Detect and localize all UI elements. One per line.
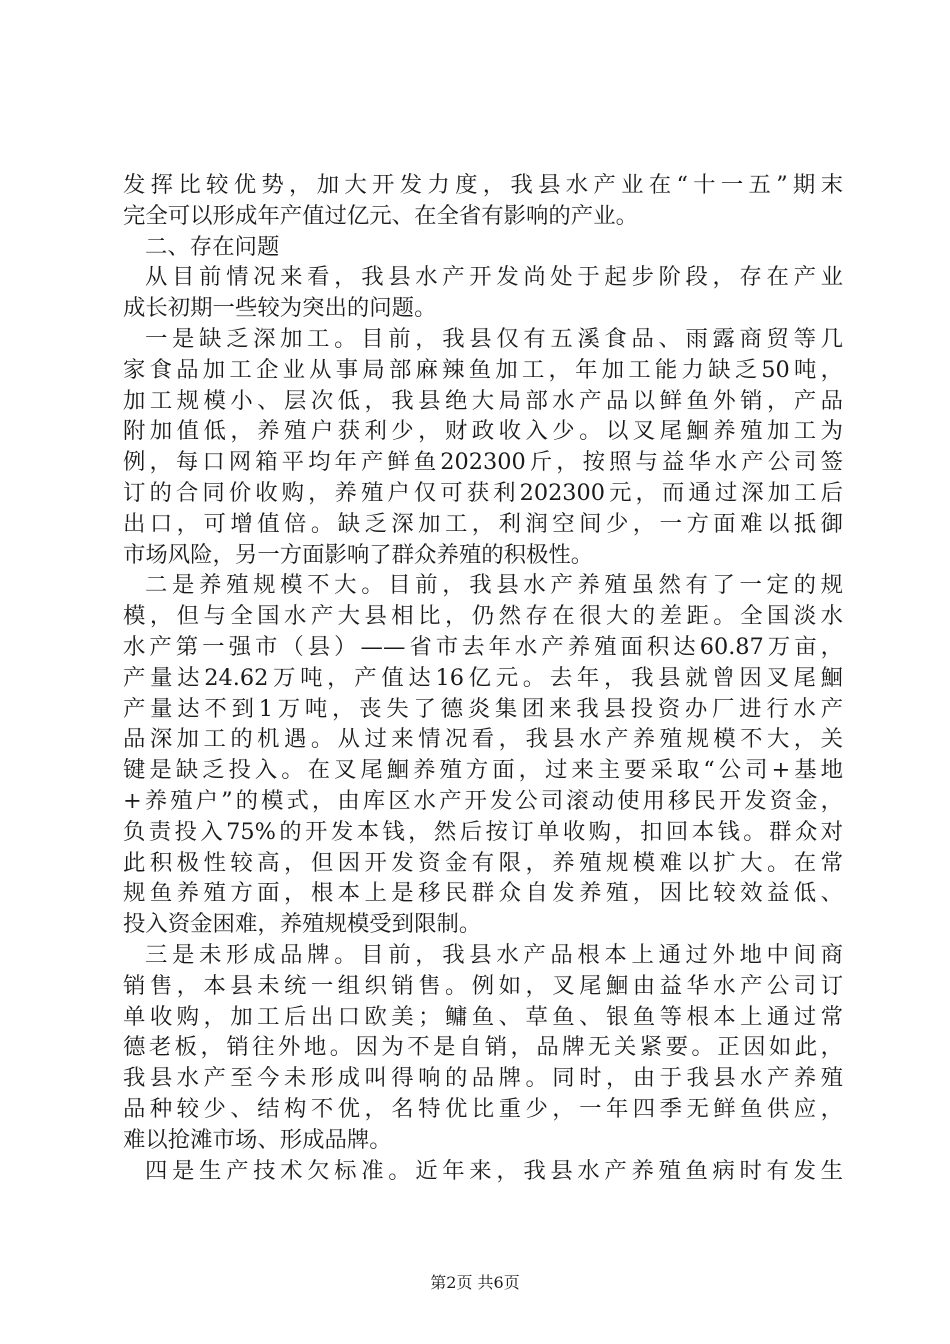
section-heading: 二、存在问题 bbox=[145, 233, 280, 260]
text-line: 订的合同价收购，养殖户仅可获利202300元，而通过深加工后 bbox=[123, 479, 843, 506]
text-line: 加工规模小、层次低，我县绝大局部水产品以鲜鱼外销，产品 bbox=[123, 387, 843, 414]
text-line: 品种较少、结构不优，名特优比重少，一年四季无鲜鱼供应， bbox=[123, 1095, 843, 1122]
text-line: +养殖户”的模式，由库区水产开发公司滚动使用移民开发资金， bbox=[123, 787, 843, 814]
text-line: 一是缺乏深加工。目前，我县仅有五溪食品、雨露商贸等几 bbox=[145, 325, 843, 352]
text-line: 难以抢滩市场、形成品牌。 bbox=[123, 1126, 392, 1153]
text-line: 例，每口网箱平均年产鲜鱼202300斤，按照与益华水产公司签 bbox=[123, 449, 843, 476]
page-footer bbox=[0, 1273, 950, 1293]
text-line: 负责投入75%的开发本钱，然后按订单收购，扣回本钱。群众对 bbox=[123, 818, 843, 845]
text-line: 规鱼养殖方面，根本上是移民群众自发养殖，因比较效益低、 bbox=[123, 880, 843, 907]
text-line: 二是养殖规模不大。目前，我县水产养殖虽然有了一定的规 bbox=[145, 572, 843, 599]
text-line: 我县水产至今未形成叫得响的品牌。同时，由于我县水产养殖 bbox=[123, 1065, 843, 1092]
text-line: 成长初期一些较为突出的问题。 bbox=[123, 295, 437, 322]
text-line: 投入资金困难，养殖规模受到限制。 bbox=[123, 911, 482, 938]
text-line: 发挥比较优势，加大开发力度，我县水产业在“十一五”期末 bbox=[123, 172, 843, 198]
text-line: 完全可以形成年产值过亿元、在全省有影响的产业。 bbox=[123, 202, 638, 229]
text-line: 模，但与全国水产大县相比，仍然存在很大的差距。全国淡水 bbox=[123, 603, 843, 630]
text-line: 水产第一强市（县）——省市去年水产养殖面积达60.87万亩， bbox=[123, 633, 843, 660]
page-number: 第2页 共6页 bbox=[430, 1273, 520, 1292]
text-line: 市场风险，另一方面影响了群众养殖的积极性。 bbox=[123, 541, 594, 568]
text-line: 德老板，销往外地。因为不是自销，品牌无关紧要。正因如此， bbox=[123, 1034, 843, 1061]
text-line: 附加值低，养殖户获利少，财政收入少。以叉尾鮰养殖加工为 bbox=[123, 418, 843, 445]
text-line: 单收购，加工后出口欧美；鳙鱼、草鱼、银鱼等根本上通过常 bbox=[123, 1003, 843, 1030]
text-line: 产量达不到1万吨，丧失了德炎集团来我县投资办厂进行水产 bbox=[123, 695, 843, 722]
text-line: 三是未形成品牌。目前，我县水产品根本上通过外地中间商 bbox=[145, 941, 843, 968]
text-line: 此积极性较高，但因开发资金有限，养殖规模难以扩大。在常 bbox=[123, 849, 843, 876]
text-line: 四是生产技术欠标准。近年来，我县水产养殖鱼病时有发生 bbox=[145, 1157, 843, 1184]
text-line: 从目前情况来看，我县水产开发尚处于起步阶段，存在产业 bbox=[145, 264, 843, 291]
text-line: 品深加工的机遇。从过来情况看，我县水产养殖规模不大，关 bbox=[123, 726, 843, 753]
document-body bbox=[123, 170, 843, 1186]
text-line: 家食品加工企业从事局部麻辣鱼加工，年加工能力缺乏50吨， bbox=[123, 356, 843, 383]
text-line: 产量达24.62万吨，产值达16亿元。去年，我县就曾因叉尾鮰 bbox=[123, 664, 843, 691]
text-line: 出口，可增值倍。缺乏深加工，利润空间少，一方面难以抵御 bbox=[123, 510, 843, 537]
text-line: 键是缺乏投入。在叉尾鮰养殖方面，过来主要采取“公司+基地 bbox=[123, 757, 843, 784]
text-line: 销售，本县未统一组织销售。例如，叉尾鮰由益华水产公司订 bbox=[123, 972, 843, 999]
